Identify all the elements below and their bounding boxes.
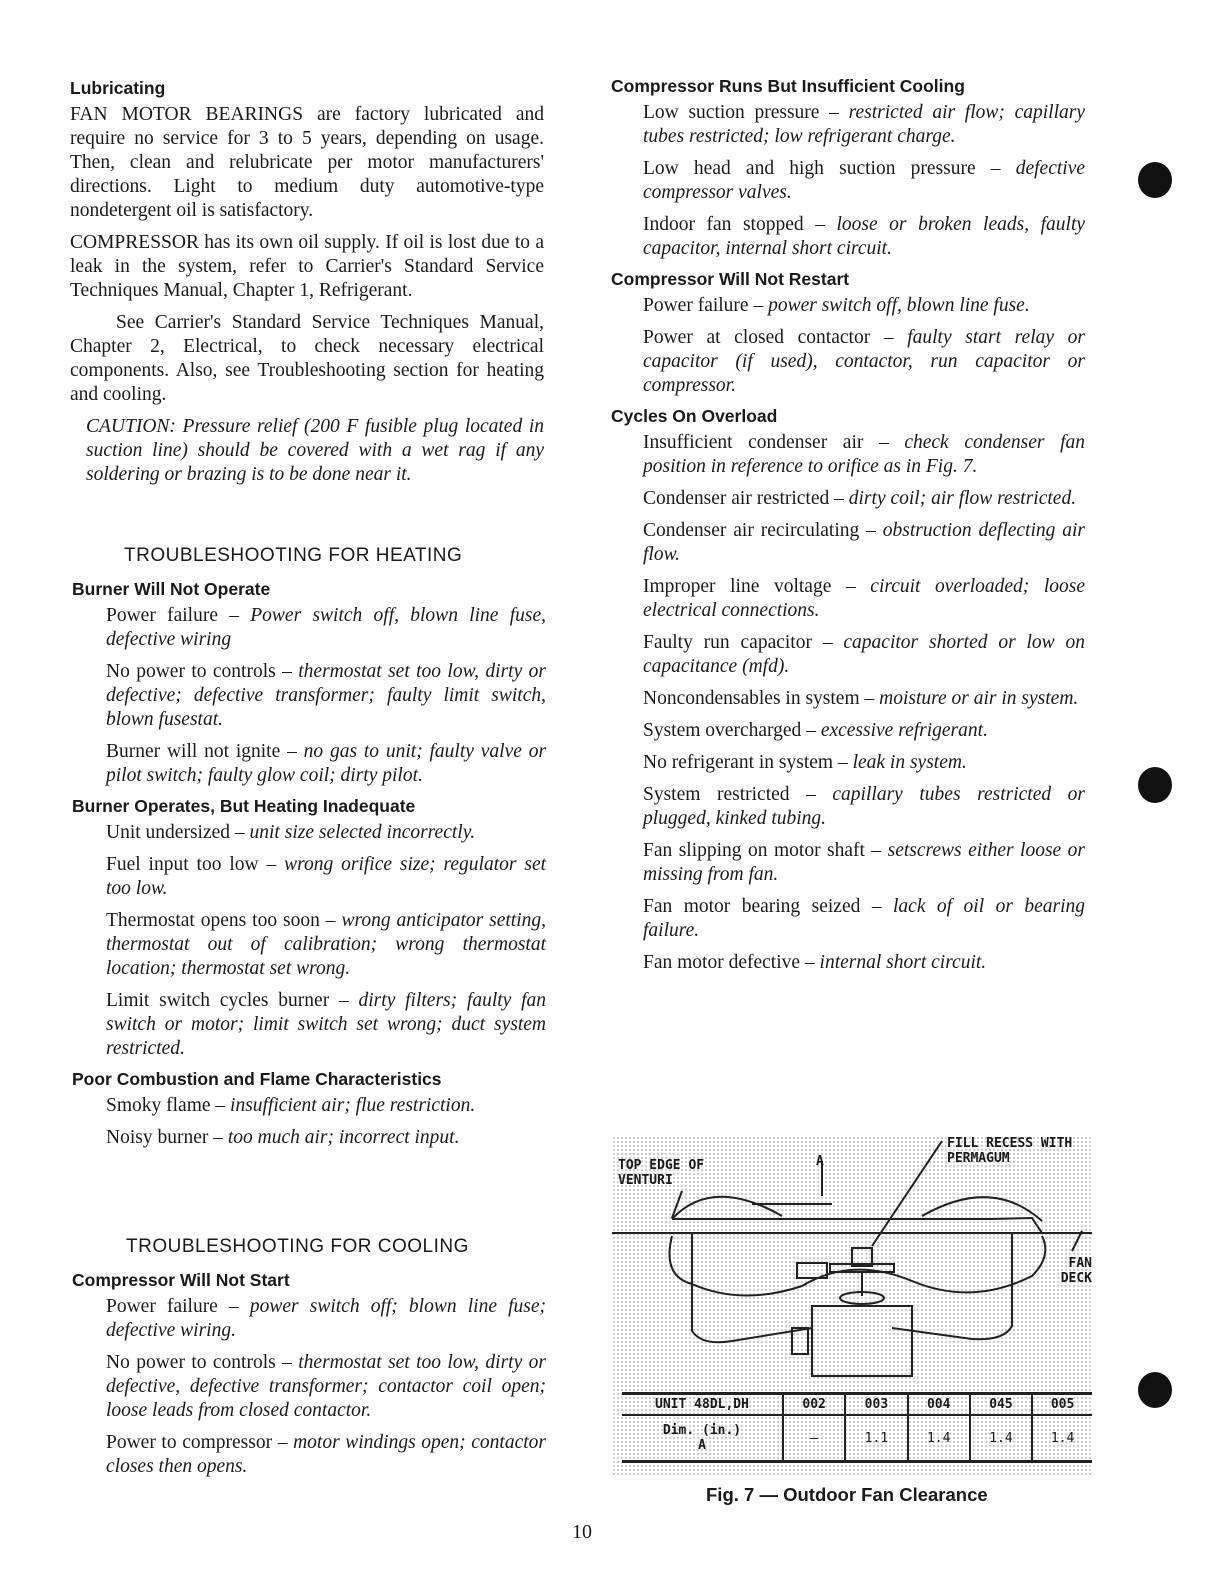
- separator-dash: –: [806, 720, 816, 741]
- cause-description: capacitor shorted or low on capacitance (mfd).: [643, 632, 1086, 677]
- symptom-label: Faulty run capacitor: [643, 632, 812, 653]
- troubleshooting-item: [643, 839, 1085, 887]
- separator-dash: –: [871, 840, 882, 861]
- cause-description: no gas to unit; faulty valve or pilot switch; faulty glow coil; dirty pilot.: [106, 741, 547, 786]
- cause-description: setscrews either loose or missing from fan.: [643, 840, 1086, 885]
- troubleshooting-item: [643, 687, 1085, 711]
- group-heading: Burner Will Not Operate: [72, 579, 271, 599]
- symptom-label: Improper line voltage: [643, 576, 832, 597]
- dimension-table: [622, 1392, 1092, 1463]
- table-header-cell: 005: [1032, 1394, 1092, 1416]
- troubleshooting-item: [106, 1351, 546, 1423]
- fill-recess-label: FILL RECESS WITH PERMAGUM: [947, 1136, 1073, 1166]
- troubleshooting-cooling-section: [72, 1236, 546, 1487]
- separator-dash: –: [883, 327, 894, 348]
- group-heading: Cycles On Overload: [611, 406, 778, 426]
- separator-dash: –: [753, 295, 764, 316]
- troubleshooting-item: [643, 431, 1085, 479]
- separator-dash: –: [864, 688, 875, 709]
- table-header-cell: 003: [845, 1394, 907, 1416]
- troubleshooting-item: [643, 101, 1085, 149]
- table-header-cell: 004: [908, 1394, 970, 1416]
- symptom-label: Low head and high suction pressure: [643, 158, 976, 179]
- symptom-label: Noncondensables in system: [643, 688, 860, 709]
- group-heading: Compressor Runs But Insufficient Cooling: [611, 76, 965, 96]
- separator-dash: –: [822, 632, 833, 653]
- cause-description: wrong orifice size; regulator set too low.: [106, 854, 547, 899]
- fan-deck-label: FAN DECK: [1060, 1256, 1092, 1286]
- table-cell: 1.4: [1032, 1415, 1092, 1462]
- right-column: [611, 76, 1085, 983]
- troubleshooting-item: [106, 660, 546, 732]
- separator-dash: –: [287, 741, 297, 762]
- symptom-label: System restricted: [643, 784, 790, 805]
- troubleshooting-item: [643, 575, 1085, 623]
- caution-note: CAUTION: Pressure relief (200 F fusible plug located in suction line) should be covered with a wet rag if any soldering or brazing is to be done near it.: [86, 416, 544, 485]
- compressor-paragraph: COMPRESSOR has its own oil supply. If oil is lost due to a leak in the system, refer to Carrier's Standard Service Techniques Manual, Chapter 1, Refrigerant.: [70, 232, 544, 301]
- separator-dash: –: [338, 990, 349, 1011]
- fan-motor-bearings-paragraph: FAN MOTOR BEARINGS are factory lubricated and require no service for 3 to 5 years, depending on usage. Then, clean and relubricate per motor manufacturers' directions. Light to medium duty automotive-type nondetergent oil is satisfactory.: [70, 104, 544, 221]
- troubleshooting-item: [643, 719, 1085, 743]
- troubleshooting-item: [643, 631, 1085, 679]
- separator-dash: –: [871, 896, 882, 917]
- cause-description: restricted air flow; capillary tubes restricted; low refrigerant charge.: [643, 102, 1085, 147]
- outdoor-fan-clearance-figure: [612, 1136, 1092, 1476]
- cause-description: motor windings open; contactor closes then opens.: [106, 1432, 547, 1477]
- symptom-label: Power at closed contactor: [643, 327, 871, 348]
- separator-dash: –: [266, 854, 277, 875]
- symptom-label: Smoky flame: [106, 1095, 211, 1116]
- troubleshooting-item: [106, 740, 546, 788]
- cause-description: circuit overloaded; loose electrical connections.: [643, 576, 1086, 621]
- row-label: [622, 1415, 783, 1462]
- symptom-label: No power to controls: [106, 1352, 276, 1373]
- symptom-label: Low suction pressure: [643, 102, 820, 123]
- table-header-cell: UNIT 48DL,DH: [622, 1394, 783, 1416]
- cause-description: loose or broken leads, faulty capacitor, internal short circuit.: [643, 214, 1086, 259]
- cause-description: unit size selected incorrectly.: [249, 822, 476, 843]
- symptom-label: Power failure: [106, 1296, 218, 1317]
- troubleshooting-item: [643, 157, 1085, 205]
- symptom-label: Fan motor defective: [643, 952, 801, 973]
- binder-hole-mark: [1138, 767, 1172, 803]
- separator-dash: –: [215, 1095, 226, 1116]
- symptom-label: Limit switch cycles burner: [106, 990, 330, 1011]
- symptom-label: Fuel input too low: [106, 854, 259, 875]
- left-column: [70, 78, 544, 495]
- troubleshooting-item: [643, 895, 1085, 943]
- cause-description: lack of oil or bearing failure.: [643, 896, 1086, 941]
- troubleshooting-item: [643, 783, 1085, 831]
- cause-description: capillary tubes restricted or plugged, kinked tubing.: [643, 784, 1085, 829]
- table-cell: 1.1: [845, 1415, 907, 1462]
- symptom-label: Power failure: [106, 605, 218, 626]
- symptom-label: Condenser air recirculating: [643, 520, 860, 541]
- troubleshooting-item: [643, 519, 1085, 567]
- electrical-paragraph: See Carrier's Standard Service Techniques Manual, Chapter 2, Electrical, to check necessary electrical components. Also, see Troubleshooting section for heating and cooling.: [70, 312, 544, 405]
- top-edge-of-venturi-label: TOP EDGE OF VENTURI: [618, 1158, 705, 1188]
- separator-dash: –: [878, 432, 889, 453]
- table-row: [622, 1415, 1092, 1462]
- symptom-label: No power to controls: [106, 661, 276, 682]
- separator-dash: –: [282, 661, 292, 682]
- symptom-label: System overcharged: [643, 720, 802, 741]
- cause-description: Power switch off, blown line fuse, defective wiring: [106, 605, 546, 650]
- group-heading: Burner Operates, But Heating Inadequate: [72, 796, 416, 816]
- separator-dash: –: [837, 752, 848, 773]
- table-cell: 1.4: [970, 1415, 1032, 1462]
- cause-description: thermostat set too low, dirty or defective, defective transformer; contactor coil open; loose leads from closed contactor.: [106, 1352, 546, 1421]
- symptom-label: Power failure: [643, 295, 749, 316]
- troubleshooting-item: [106, 909, 546, 981]
- separator-dash: –: [990, 158, 1001, 179]
- troubleshooting-item: [106, 821, 546, 845]
- troubleshooting-item: [643, 751, 1085, 775]
- separator-dash: –: [804, 952, 815, 973]
- separator-dash: –: [834, 488, 844, 509]
- cause-description: thermostat set too low, dirty or defective; defective transformer; faulty limit switch, blown fusestat.: [106, 661, 546, 730]
- separator-dash: –: [866, 520, 876, 541]
- symptom-label: Burner will not ignite: [106, 741, 281, 762]
- cause-description: power switch off; blown line fuse; defective wiring.: [106, 1296, 547, 1341]
- binder-hole-mark: [1138, 1372, 1172, 1408]
- cause-description: wrong anticipator setting, thermostat out of calibration; wrong thermostat location; thermostat set wrong.: [106, 910, 547, 979]
- row-label-line-1: Dim. (in.): [662, 1423, 742, 1438]
- dimension-a-label: A: [816, 1154, 824, 1169]
- separator-dash: –: [325, 910, 336, 931]
- cause-description: too much air; incorrect input.: [227, 1127, 460, 1148]
- cause-description: leak in system.: [852, 752, 967, 773]
- troubleshooting-heating-section: [72, 545, 546, 1158]
- separator-dash: –: [829, 102, 839, 123]
- cause-description: internal short circuit.: [819, 952, 987, 973]
- symptom-label: Fan motor bearing seized: [643, 896, 861, 917]
- cooling-title: TROUBLESHOOTING FOR COOLING: [126, 1236, 469, 1257]
- cause-description: power switch off, blown line fuse.: [768, 295, 1030, 316]
- troubleshooting-item: [106, 1295, 546, 1343]
- cause-description: excessive refrigerant.: [820, 720, 988, 741]
- table-header-cell: 045: [970, 1394, 1032, 1416]
- binder-hole-mark: [1138, 162, 1172, 198]
- troubleshooting-item: [106, 853, 546, 901]
- separator-dash: –: [213, 1127, 223, 1148]
- cause-description: moisture or air in system.: [879, 688, 1079, 709]
- separator-dash: –: [845, 576, 856, 597]
- row-label-line-2: A: [698, 1438, 706, 1453]
- troubleshooting-item: [106, 989, 546, 1061]
- table-cell: 1.4: [908, 1415, 970, 1462]
- separator-dash: –: [229, 605, 239, 626]
- symptom-label: Fan slipping on motor shaft: [643, 840, 865, 861]
- cause-description: dirty filters; faulty fan switch or motor; limit switch set wrong; duct system restricted.: [106, 990, 547, 1059]
- group-heading: Compressor Will Not Start: [72, 1270, 290, 1290]
- cause-description: defective compressor valves.: [643, 158, 1086, 203]
- table-header-cell: 002: [783, 1394, 845, 1416]
- symptom-label: Unit undersized: [106, 822, 231, 843]
- group-heading: Poor Combustion and Flame Characteristics: [72, 1069, 442, 1089]
- symptom-label: Condenser air restricted: [643, 488, 830, 509]
- separator-dash: –: [282, 1352, 292, 1373]
- troubleshooting-item: [643, 326, 1085, 398]
- cause-description: faulty start relay or capacitor (if used), contactor, run capacitor or compressor.: [643, 327, 1085, 396]
- table-header-row: [622, 1394, 1092, 1416]
- cause-description: insufficient air; flue restriction.: [230, 1095, 476, 1116]
- separator-dash: –: [806, 784, 816, 805]
- cause-description: dirty coil; air flow restricted.: [848, 488, 1077, 509]
- cause-description: obstruction deflecting air flow.: [643, 520, 1086, 565]
- troubleshooting-item: [106, 604, 546, 652]
- symptom-label: Noisy burner: [106, 1127, 209, 1148]
- symptom-label: Power to compressor: [106, 1432, 273, 1453]
- troubleshooting-item: [106, 1126, 546, 1150]
- table-cell: –: [783, 1415, 845, 1462]
- troubleshooting-item: [106, 1431, 546, 1479]
- symptom-label: Insufficient condenser air: [643, 432, 864, 453]
- separator-dash: –: [277, 1432, 288, 1453]
- separator-dash: –: [234, 822, 245, 843]
- separator-dash: –: [815, 214, 825, 235]
- group-heading: Compressor Will Not Restart: [611, 269, 850, 289]
- symptom-label: No refrigerant in system: [643, 752, 834, 773]
- troubleshooting-item: [643, 213, 1085, 261]
- symptom-label: Indoor fan stopped: [643, 214, 804, 235]
- separator-dash: –: [228, 1296, 239, 1317]
- troubleshooting-item: [643, 951, 1085, 975]
- cause-description: check condenser fan position in reference to orifice as in Fig. 7.: [643, 432, 1085, 477]
- page-number: 10: [572, 1521, 592, 1543]
- troubleshooting-item: [643, 487, 1085, 511]
- figure-caption: Fig. 7 — Outdoor Fan Clearance: [706, 1484, 988, 1505]
- troubleshooting-item: [106, 1094, 546, 1118]
- heating-title: TROUBLESHOOTING FOR HEATING: [124, 545, 463, 566]
- troubleshooting-item: [643, 294, 1085, 318]
- lubricating-heading: Lubricating: [70, 78, 166, 98]
- symptom-label: Thermostat opens too soon: [106, 910, 320, 931]
